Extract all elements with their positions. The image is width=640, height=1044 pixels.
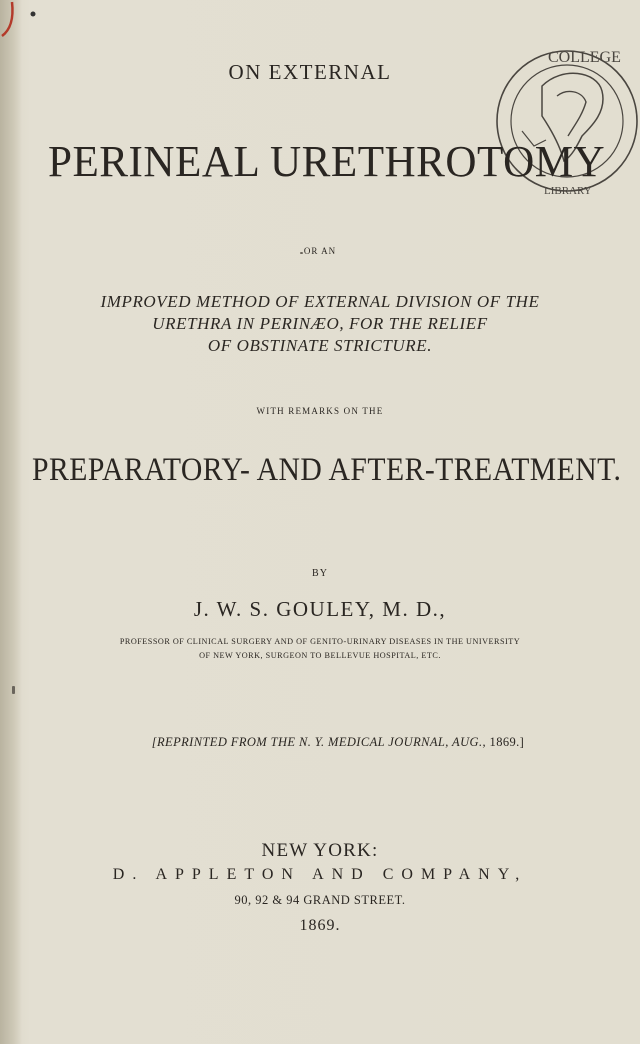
reprint-note	[18, 735, 640, 750]
line-on-external: ON EXTERNAL	[228, 60, 392, 84]
stamp-text-top: COLLEGE	[548, 49, 621, 66]
reprint-note-italic: [REPRINTED FROM THE N. Y. MEDICAL JOURNAL, AUG.,	[151, 735, 487, 749]
line-with-remarks: WITH REMARKS ON THE	[256, 406, 384, 416]
corner-red-mark	[0, 0, 40, 40]
author-name: J. W. S. GOULEY, M. D.,	[193, 597, 447, 621]
stamp-text-bottom: LIBRARY	[544, 185, 592, 197]
line-preparatory: PREPARATORY- AND AFTER-TREATMENT.	[32, 452, 622, 488]
ink-speck	[300, 252, 303, 254]
line-or-an: OR AN	[303, 246, 337, 256]
main-title: PERINEAL URETHROTOMY	[48, 137, 606, 186]
author-credentials-1: PROFESSOR OF CLINICAL SURGERY AND OF GENITO-URINARY DISEASES IN THE UNIVERSITY	[119, 637, 521, 646]
reprint-note-year: 1869.]	[486, 735, 525, 749]
subtitle-line-1: IMPROVED METHOD OF EXTERNAL DIVISION OF THE	[100, 292, 540, 311]
imprint-address: 90, 92 & 94 GRAND STREET.	[234, 893, 406, 907]
line-by: BY	[312, 568, 328, 579]
imprint-publisher: D. APPLETON AND COMPANY,	[112, 866, 528, 883]
imprint-city: NEW YORK:	[261, 840, 379, 861]
subtitle-line-3: OF OBSTINATE STRICTURE.	[207, 336, 433, 355]
author-credentials-2: OF NEW YORK, SURGEON TO BELLEVUE HOSPITAL, ETC.	[199, 651, 441, 660]
imprint-year: 1869.	[299, 917, 341, 934]
binding-shadow	[0, 0, 22, 1044]
ink-speck	[12, 686, 15, 694]
subtitle-line-2: URETHRA IN PERINÆO, FOR THE RELIEF	[152, 314, 488, 333]
